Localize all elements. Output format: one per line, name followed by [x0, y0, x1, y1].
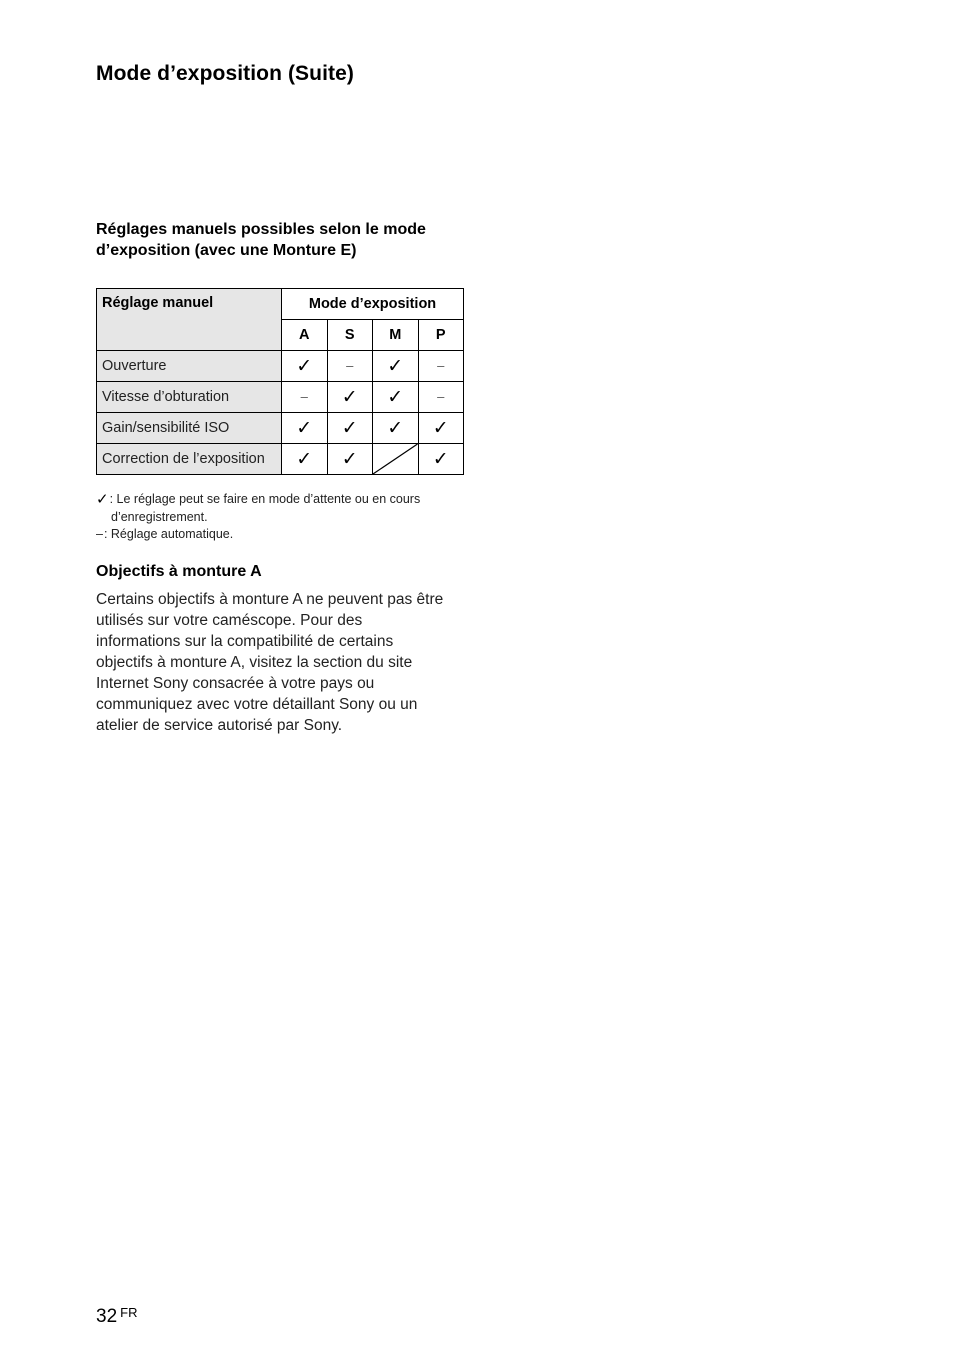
cell-value [282, 413, 328, 444]
dash-icon: – [96, 527, 103, 541]
table-row [97, 351, 464, 382]
cell-mark: ✓ [432, 417, 449, 439]
subsection-heading: Objectifs à monture A [96, 563, 262, 580]
cell-mark: ✓ [387, 386, 404, 408]
cell-value [373, 351, 419, 382]
note-dash-text: : Réglage automatique. [103, 527, 234, 541]
paragraph-line: objectifs à monture A, visitez la section du site [96, 654, 413, 671]
row-label-exposure-compensation: Correction de l’exposition [97, 444, 282, 475]
cell-mark: – [437, 389, 445, 404]
cell-value [327, 382, 373, 413]
page-title: Mode d’exposition (Suite) [96, 62, 354, 85]
paragraph-line: Internet Sony consacrée à votre pays ou [96, 675, 375, 692]
row-label-shutter-speed: Vitesse d’obturation [97, 382, 282, 413]
cell-mark: ✓ [296, 417, 313, 439]
note-dash [96, 526, 466, 544]
note-check-text: : Le réglage peut se faire en mode d’attente ou en cours [109, 492, 421, 506]
section-heading [96, 219, 476, 261]
cell-value [373, 382, 419, 413]
cell-value [282, 382, 328, 413]
paragraph-line: utilisés sur votre caméscope. Pour des [96, 612, 363, 629]
page-language: FR [120, 1305, 138, 1320]
cell-mark: ✓ [432, 448, 449, 470]
cell-mark: ✓ [341, 448, 358, 470]
cell-value [418, 444, 464, 475]
section-heading-line: Réglages manuels possibles selon le mode [96, 221, 426, 238]
cell-mark: ✓ [387, 355, 404, 377]
table-row [97, 413, 464, 444]
cell-value [282, 444, 328, 475]
paragraph-line: Certains objectifs à monture A ne peuvent pas être [96, 591, 444, 608]
cell-value [282, 351, 328, 382]
row-label-gain-iso: Gain/sensibilité ISO [97, 413, 282, 444]
cell-mark: – [437, 358, 445, 373]
manual-settings-table [96, 288, 464, 475]
cell-value [418, 382, 464, 413]
page-footer [96, 1306, 137, 1328]
cell-mark: – [300, 389, 308, 404]
cell-value [327, 351, 373, 382]
table-row [97, 444, 464, 475]
paragraph-line: informations sur la compatibilité de certains [96, 633, 394, 650]
page-number: 32 [96, 1306, 118, 1327]
note-check [96, 491, 466, 509]
cell-value [418, 351, 464, 382]
table-row [97, 382, 464, 413]
paragraph-line: atelier de service autorisé par Sony. [96, 717, 343, 734]
cell-mark: – [346, 358, 354, 373]
cell-mark: ✓ [296, 448, 313, 470]
checkmark-icon: ✓ [96, 490, 109, 508]
mode-header-s: S [327, 320, 373, 351]
cell-mark: ✓ [296, 355, 313, 377]
diagonal-slash-icon [373, 444, 418, 474]
note-check-continuation: d’enregistrement. [111, 509, 208, 524]
mode-header-p: P [418, 320, 464, 351]
mode-header-a: A [282, 320, 328, 351]
header-exposure-mode: Mode d’exposition [282, 289, 464, 320]
cell-mark: ✓ [341, 417, 358, 439]
cell-mark: ✓ [341, 386, 358, 408]
header-manual-setting: Réglage manuel [97, 289, 282, 351]
subsection-paragraph [96, 589, 468, 736]
cell-value [373, 413, 419, 444]
row-label-aperture: Ouverture [97, 351, 282, 382]
mode-header-m: M [373, 320, 419, 351]
cell-value [327, 413, 373, 444]
cell-value [327, 444, 373, 475]
cell-value [418, 413, 464, 444]
cell-mark: ✓ [387, 417, 404, 439]
cell-not-applicable [373, 444, 419, 475]
section-heading-line: d’exposition (avec une Monture E) [96, 242, 357, 259]
paragraph-line: communiquez avec votre détaillant Sony ou un [96, 696, 418, 713]
table-notes [96, 491, 466, 544]
